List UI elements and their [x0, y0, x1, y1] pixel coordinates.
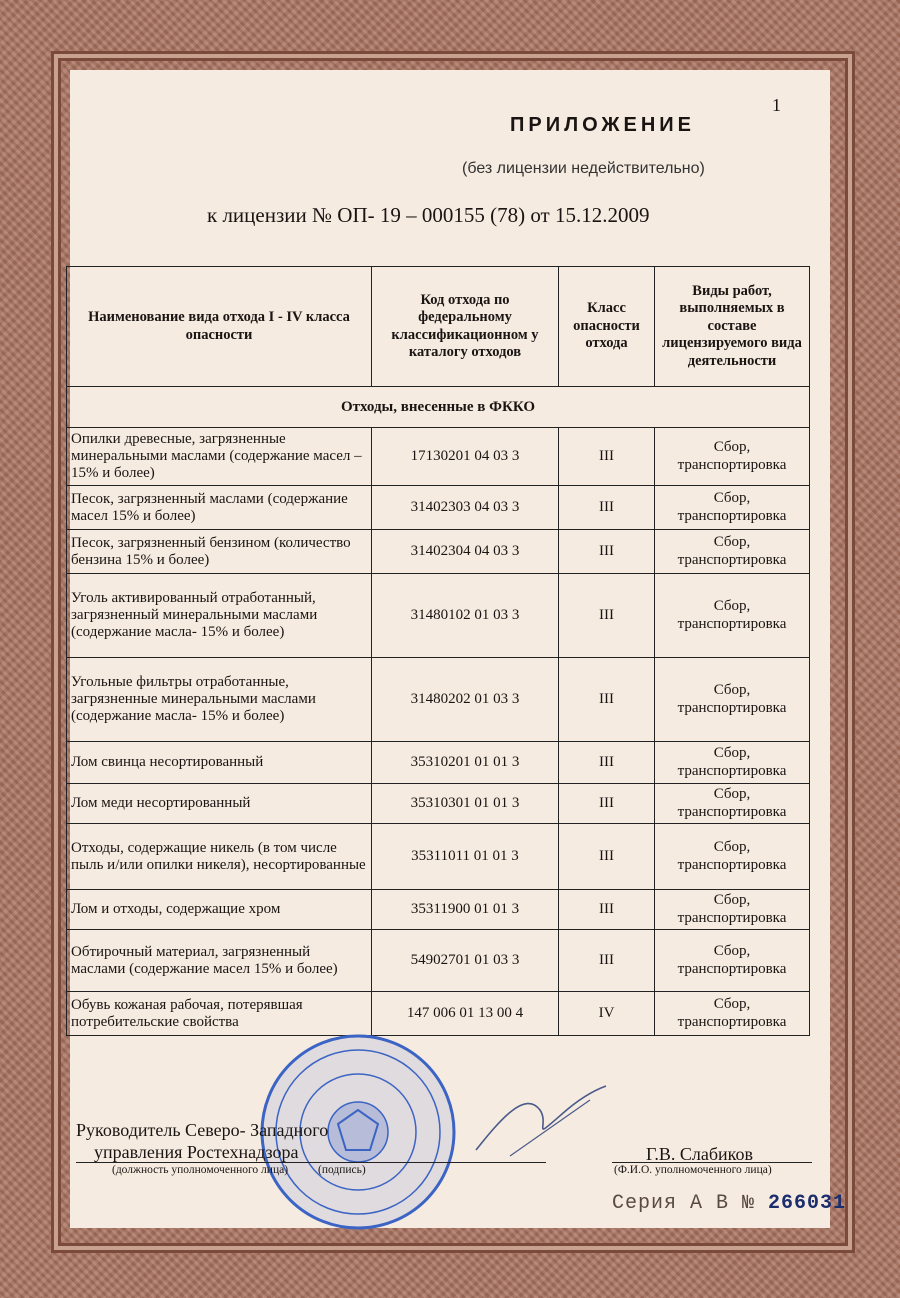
waste-code: 31480202 01 03 3 [372, 658, 559, 742]
waste-name: Лом свинца несортированный [67, 742, 372, 784]
series-label: Серия А В № [612, 1192, 756, 1215]
license-reference: к лицензии № ОП- 19 – 000155 (78) от 15.12.2009 [207, 203, 650, 227]
header-work: Виды работ, выполняемых в составе лицензируемого вида деятельности [655, 267, 810, 387]
waste-name: Песок, загрязненный бензином (количество бензина 15% и более) [67, 530, 372, 574]
position-line-1: Руководитель Северо- Западного [76, 1120, 329, 1140]
waste-name: Уголь активированный отработанный, загрязненный минеральными маслами (содержание масла- 15% и более) [67, 574, 372, 658]
table-row [67, 890, 810, 930]
work-types: Сбор, транспортировка [655, 784, 810, 824]
hazard-class: III [559, 574, 655, 658]
section-title: Отходы, внесенные в ФККО [67, 387, 810, 428]
waste-code: 54902701 01 03 3 [372, 930, 559, 992]
work-types: Сбор, транспортировка [655, 824, 810, 890]
waste-name: Песок, загрязненный маслами (содержание масел 15% и более) [67, 486, 372, 530]
waste-code: 35311900 01 01 3 [372, 890, 559, 930]
header-code: Код отхода по федеральному классификационном у каталогу отходов [372, 267, 559, 387]
table-row [67, 992, 810, 1036]
series-number [612, 1192, 846, 1215]
waste-code: 31480102 01 03 3 [372, 574, 559, 658]
work-types: Сбор, транспортировка [655, 658, 810, 742]
caption-name: (Ф.И.О. уполномоченного лица) [614, 1164, 772, 1176]
hazard-class: III [559, 824, 655, 890]
hazard-class: III [559, 658, 655, 742]
waste-code: 35310201 01 01 3 [372, 742, 559, 784]
header-name: Наименование вида отхода I - IV класса опасности [67, 267, 372, 387]
waste-code: 17130201 04 03 3 [372, 428, 559, 486]
work-types: Сбор, транспортировка [655, 530, 810, 574]
table-row [67, 784, 810, 824]
table-row [67, 742, 810, 784]
work-types: Сбор, транспортировка [655, 930, 810, 992]
waste-code: 35310301 01 01 3 [372, 784, 559, 824]
validity-note: (без лицензии недействительно) [462, 160, 705, 177]
page-title: ПРИЛОЖЕНИЕ [510, 114, 695, 136]
section-row [67, 387, 810, 428]
waste-name: Отходы, содержащие никель (в том числе пыль и/или опилки никеля), несортированные [67, 824, 372, 890]
hazard-class: III [559, 890, 655, 930]
table-row [67, 486, 810, 530]
waste-name: Опилки древесные, загрязненные минеральными маслами (содержание масел – 15% и более) [67, 428, 372, 486]
page-number: 1 [772, 95, 781, 115]
waste-code: 147 006 01 13 00 4 [372, 992, 559, 1036]
waste-name: Угольные фильтры отработанные, загрязненные минеральными маслами (содержание масла- 15% и более) [67, 658, 372, 742]
hazard-class: III [559, 486, 655, 530]
work-types: Сбор, транспортировка [655, 992, 810, 1036]
work-types: Сбор, транспортировка [655, 742, 810, 784]
table-row [67, 428, 810, 486]
header-row [67, 267, 810, 387]
waste-code: 31402304 04 03 3 [372, 530, 559, 574]
hazard-class: III [559, 784, 655, 824]
series-digits: 266031 [768, 1192, 847, 1215]
work-types: Сбор, транспортировка [655, 890, 810, 930]
handwritten-signature [470, 1080, 610, 1160]
waste-table [66, 266, 810, 1036]
hazard-class: III [559, 742, 655, 784]
waste-name: Лом и отходы, содержащие хром [67, 890, 372, 930]
table-row [67, 930, 810, 992]
signatory-position [76, 1120, 328, 1163]
waste-code: 31402303 04 03 3 [372, 486, 559, 530]
table-row [67, 658, 810, 742]
table-row [67, 824, 810, 890]
waste-name: Обтирочный материал, загрязненный маслами (содержание масел 15% и более) [67, 930, 372, 992]
signature-line [76, 1162, 546, 1163]
caption-signature: (подпись) [318, 1164, 366, 1176]
signer-name: Г.В. Слабиков [646, 1144, 753, 1164]
hazard-class: IV [559, 992, 655, 1036]
table-row [67, 574, 810, 658]
caption-position: (должность уполномоченного лица) [112, 1164, 289, 1176]
position-line-2: управления Ростехнадзора [94, 1141, 299, 1162]
waste-code: 35311011 01 01 3 [372, 824, 559, 890]
hazard-class: III [559, 930, 655, 992]
work-types: Сбор, транспортировка [655, 574, 810, 658]
hazard-class: III [559, 530, 655, 574]
waste-name: Обувь кожаная рабочая, потерявшая потребительские свойства [67, 992, 372, 1036]
waste-name: Лом меди несортированный [67, 784, 372, 824]
work-types: Сбор, транспортировка [655, 428, 810, 486]
table-row [67, 530, 810, 574]
work-types: Сбор, транспортировка [655, 486, 810, 530]
hazard-class: III [559, 428, 655, 486]
header-class: Класс опасности отхода [559, 267, 655, 387]
